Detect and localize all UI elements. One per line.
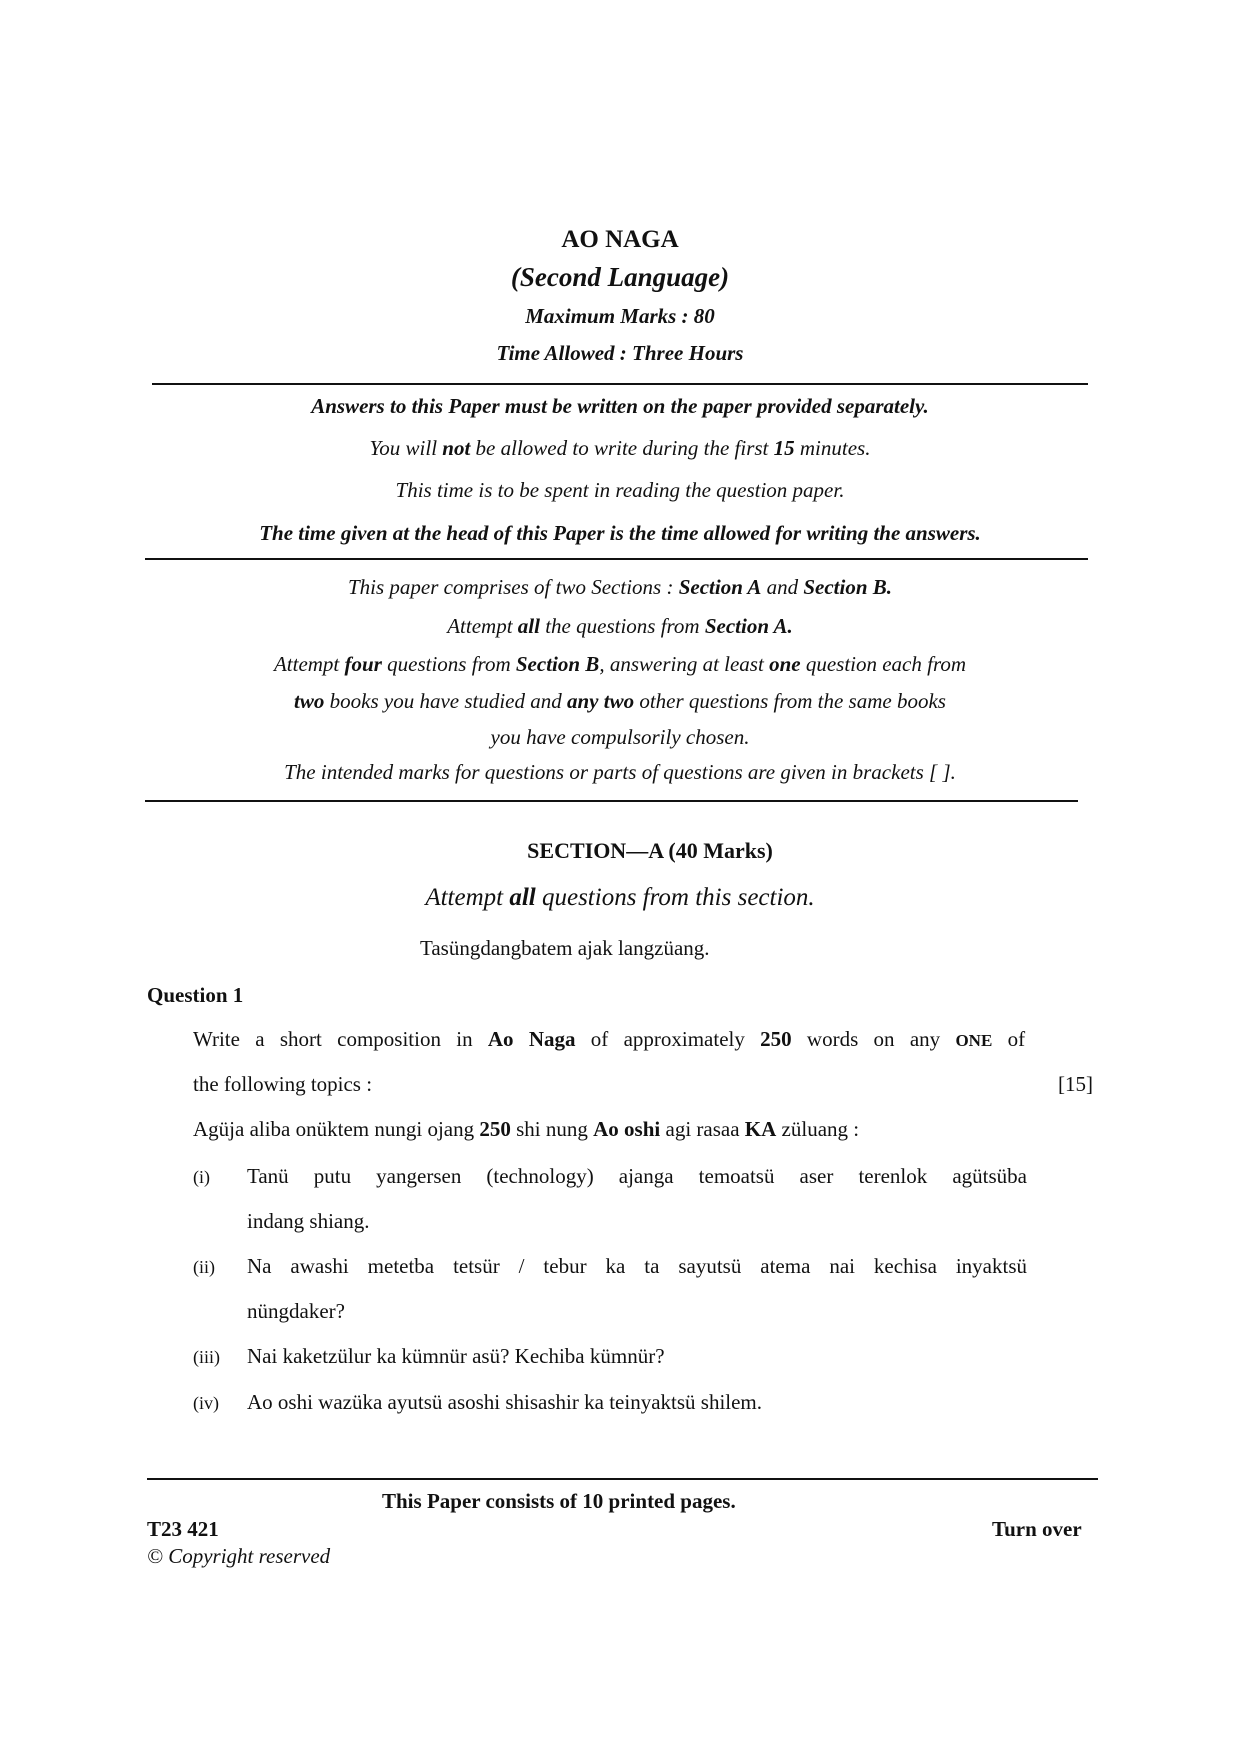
- instruction-line: You will not be allowed to write during the first 15 minutes.: [369, 436, 871, 460]
- topic-item: Ao oshi wazüka ayutsü asoshi shisashir ka teinyaktsü shilem.: [247, 1390, 763, 1414]
- topic-item: Tanü putu yangersen (technology) ajanga temoatsü aser terenlok agütsüba: [247, 1164, 1027, 1188]
- divider: [145, 558, 1088, 560]
- paper-code: T23 421: [147, 1517, 219, 1541]
- section-heading: SECTION—A (40 Marks): [527, 838, 773, 863]
- item-number: (ii): [193, 1257, 215, 1277]
- paper-title: AO NAGA: [561, 226, 679, 253]
- instruction-line: two books you have studied and any two other questions from the same books: [294, 689, 946, 713]
- divider: [147, 1478, 1098, 1480]
- topic-item: nüngdaker?: [247, 1299, 345, 1323]
- divider: [145, 800, 1078, 802]
- page-count-note: This Paper consists of 10 printed pages.: [382, 1489, 736, 1513]
- paper-subtitle: (Second Language): [510, 262, 730, 292]
- turn-over: Turn over: [992, 1517, 1082, 1541]
- instruction-line: This paper comprises of two Sections : Section A and Section B.: [347, 575, 893, 599]
- topic-item: indang shiang.: [247, 1209, 370, 1233]
- question-text: Write a short composition in Ao Naga of approximately 250 words on any ONE of: [193, 1027, 1026, 1051]
- maximum-marks: Maximum Marks : 80: [525, 304, 715, 328]
- section-instruction: Attempt all questions from this section.: [425, 884, 815, 911]
- instruction-line: The time given at the head of this Paper is the time allowed for writing the answers.: [259, 521, 981, 545]
- instruction-line: Answers to this Paper must be written on the paper provided separately.: [311, 394, 929, 418]
- instruction-line: The intended marks for questions or parts of questions are given in brackets [ ].: [284, 760, 956, 784]
- instruction-line: This time is to be spent in reading the question paper.: [395, 478, 845, 502]
- question-text-ao: Agüja aliba onüktem nungi ojang 250 shi nung Ao oshi agi rasaa KA züluang :: [193, 1117, 860, 1141]
- marks-bracket: [15]: [1058, 1072, 1093, 1096]
- item-number: (i): [193, 1167, 210, 1187]
- question-text: the following topics :: [193, 1072, 373, 1096]
- item-number: (iii): [193, 1347, 220, 1367]
- topic-item: Nai kaketzülur ka kümnür asü? Kechiba kümnür?: [247, 1344, 665, 1368]
- question-label: Question 1: [147, 983, 244, 1007]
- instruction-line: Attempt four questions from Section B, answering at least one question each from: [273, 652, 967, 676]
- time-allowed: Time Allowed : Three Hours: [496, 341, 744, 365]
- instruction-line: Attempt all the questions from Section A.: [447, 614, 793, 638]
- divider: [152, 383, 1088, 385]
- topic-item: Na awashi metetba tetsür / tebur ka ta sayutsü atema nai kechisa inyaktsü: [247, 1254, 1027, 1278]
- item-number: (iv): [193, 1393, 219, 1413]
- instruction-line: you have compulsorily chosen.: [490, 725, 750, 749]
- section-instruction-ao: Tasüngdangbatem ajak langzüang.: [420, 936, 710, 960]
- copyright: © Copyright reserved: [147, 1544, 331, 1568]
